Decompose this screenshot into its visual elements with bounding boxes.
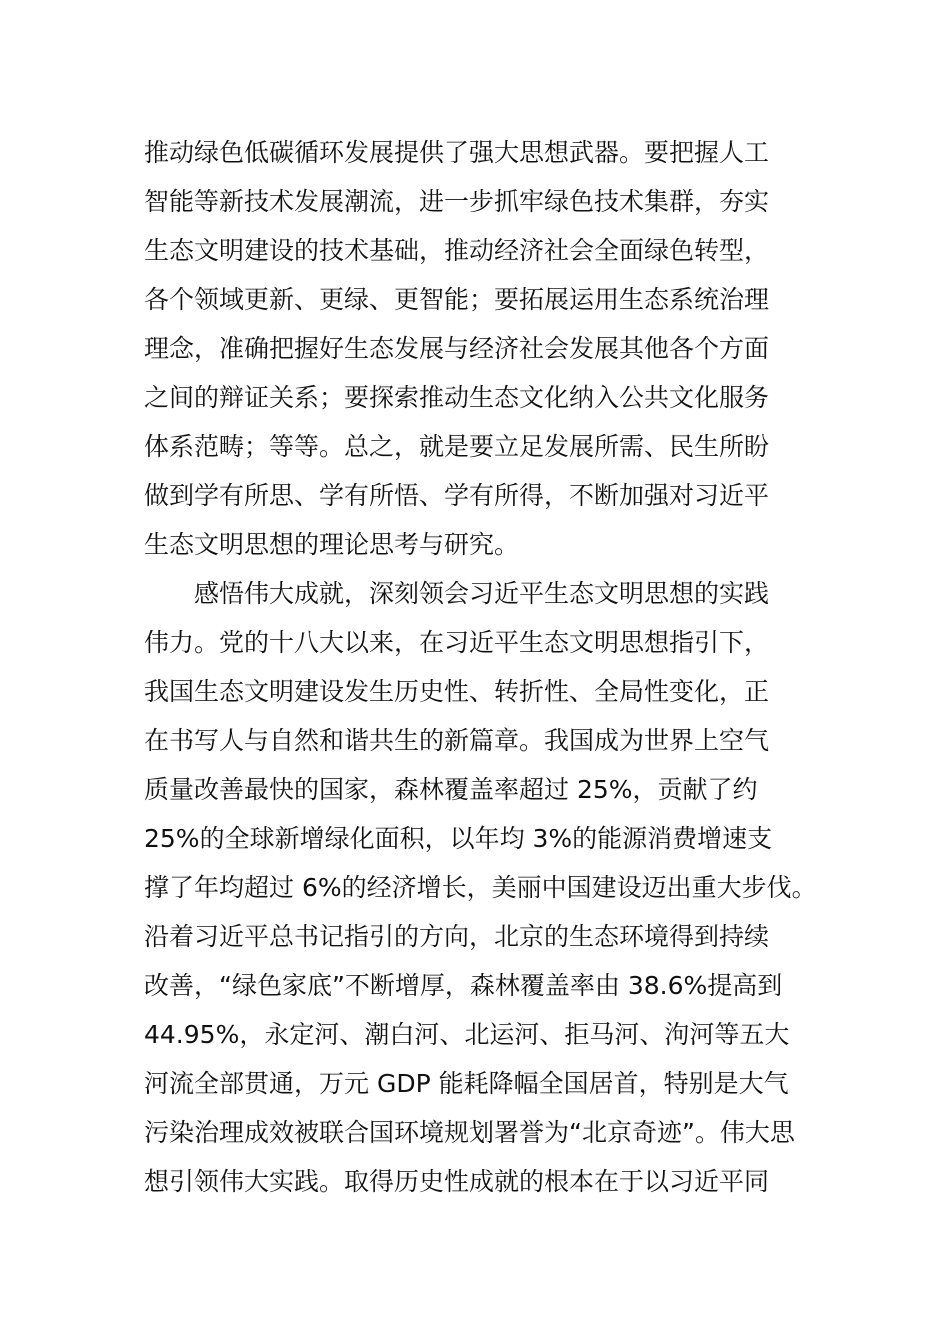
text-line: 25%的全球新增绿化面积，以年均 3%的能源消费增速支 bbox=[144, 824, 773, 853]
text-line: 在书写人与自然和谐共生的新篇章。我国成为世界上空气 bbox=[144, 726, 770, 755]
text-line: 想引领伟大实践。取得历史性成就的根本在于以习近平同 bbox=[144, 1167, 770, 1196]
text-line: 污染治理成效被联合国环境规划署誉为“北京奇迹”。伟大思 bbox=[144, 1118, 795, 1147]
text-line: 我国生态文明建设发生历史性、转折性、全局性变化，正 bbox=[144, 677, 770, 706]
text-line: 之间的辩证关系；要探索推动生态文化纳入公共文化服务 bbox=[144, 383, 770, 412]
text-line: 体系范畴；等等。总之，就是要立足发展所需、民生所盼 bbox=[144, 432, 770, 461]
text-line: 伟力。党的十八大以来，在习近平生态文明思想指引下， bbox=[144, 628, 770, 657]
text-line: 各个领域更新、更绿、更智能；要拓展运用生态系统治理 bbox=[144, 285, 770, 314]
text-line: 河流全部贯通，万元 GDP 能耗降幅全国居首，特别是大气 bbox=[144, 1069, 789, 1098]
text-line: 推动绿色低碳循环发展提供了强大思想武器。要把握人工 bbox=[144, 138, 770, 167]
body-text bbox=[144, 128, 824, 1206]
text-line: 智能等新技术发展潮流，进一步抓牢绿色技术集群，夯实 bbox=[144, 187, 770, 216]
text-line: 撑了年均超过 6%的经济增长，美丽中国建设迈出重大步伐。 bbox=[144, 873, 817, 902]
text-line: 生态文明思想的理论思考与研究。 bbox=[144, 530, 520, 559]
text-line: 理念，准确把握好生态发展与经济社会发展其他各个方面 bbox=[144, 334, 770, 363]
text-line: 44.95%，永定河、潮白河、北运河、拒马河、泃河等五大 bbox=[144, 1020, 790, 1049]
text-line: 沿着习近平总书记指引的方向，北京的生态环境得到持续 bbox=[144, 922, 770, 951]
text-line: 生态文明建设的技术基础，推动经济社会全面绿色转型， bbox=[144, 236, 770, 265]
paragraph-start-line: 感悟伟大成就，深刻领会习近平生态文明思想的实践 bbox=[194, 579, 770, 608]
text-line: 做到学有所思、学有所悟、学有所得，不断加强对习近平 bbox=[144, 481, 770, 510]
text-line: 质量改善最快的国家，森林覆盖率超过 25%，贡献了约 bbox=[144, 775, 758, 804]
text-line: 改善，“绿色家底”不断增厚，森林覆盖率由 38.6%提高到 bbox=[144, 971, 783, 1000]
